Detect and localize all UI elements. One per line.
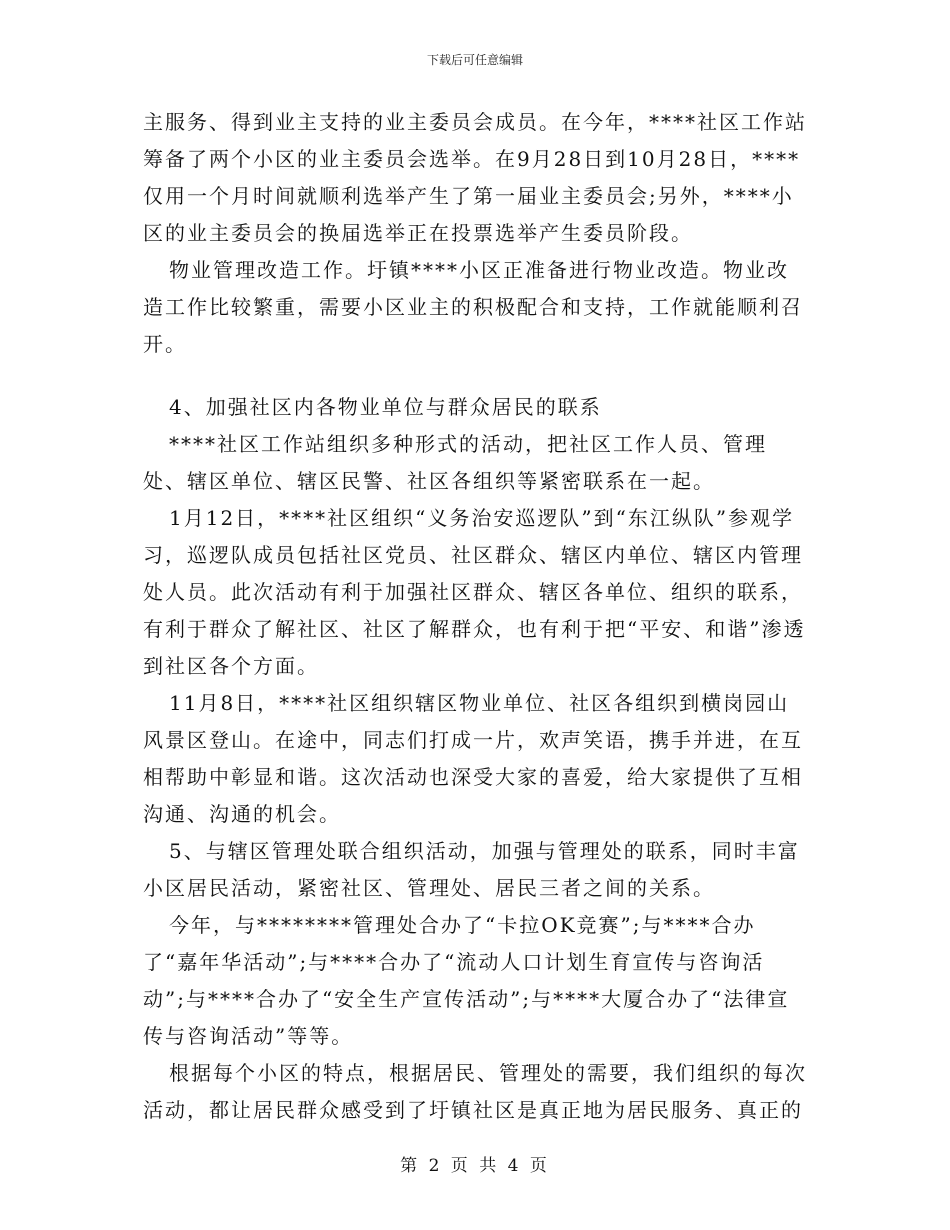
paragraph-joint-events: 今年，与********管理处合办了“卡拉OK竞赛”;与****合办了“嘉年华活动”;与****合办了“流动人口计划生育宣传与咨询活动”;与****合办了“安全生产宣传活动”;与****大厦合办了“法律宣传与咨询活动”等等。 — [143, 913, 790, 1048]
section-heading-4: 4、加强社区内各物业单位与群众居民的联系 — [169, 395, 602, 419]
paragraph-nov-8-activity: 11月8日，****社区组织辖区物业单位、社区各组织到横岗园山风景区登山。在途中，同志们打成一片，欢声笑语，携手并进，在互相帮助中彰显和谐。这次活动也深受大家的喜爱，给大家提供了互相沟通、沟通的机会。 — [143, 691, 803, 826]
page-header: 下载后可任意编辑 — [426, 53, 523, 67]
document-body — [143, 104, 807, 1129]
paragraph-jan-12-activity: 1月12日，****社区组织“义务治安巡逻队”到“东江纵队”参观学习，巡逻队成员包括社区党员、社区群众、辖区内单位、辖区内管理处人员。此次活动有利于加强社区群众、辖区各单位、组织的联系，有利于群众了解社区、社区了解群众，也有利于把“平安、和谐”渗透到社区各个方面。 — [143, 506, 806, 678]
paragraph-workstation-activities: ****社区工作站组织多种形式的活动，把社区工作人员、管理处、辖区单位、辖区民警、社区各组织等紧密联系在一起。 — [143, 432, 767, 493]
section-heading-5: 5、与辖区管理处联合组织活动，加强与管理处的联系，同时丰富小区居民活动，紧密社区、管理处、居民三者之间的关系。 — [143, 839, 800, 900]
paragraph-property-renovation: 物业管理改造工作。圩镇****小区正准备进行物业改造。物业改造工作比较繁重，需要小区业主的积极配合和支持，工作就能顺利召开。 — [143, 258, 803, 356]
page-number-footer: 第 2 页 共 4 页 — [400, 1156, 550, 1176]
paragraph-continuation: 主服务、得到业主支持的业主委员会成员。在今年，****社区工作站筹备了两个小区的业主委员会选举。在9月28日到10月28日，****仅用一个月时间就顺利选举产生了第一届业主委员会;另外，****小区的业主委员会的换届选举正在投票选举产生委员阶段。 — [143, 110, 807, 245]
paragraph-community-needs: 根据每个小区的特点，根据居民、管理处的需要，我们组织的每次活动，都让居民群众感受到了圩镇社区是真正地为居民服务、真正的 — [143, 1061, 807, 1122]
